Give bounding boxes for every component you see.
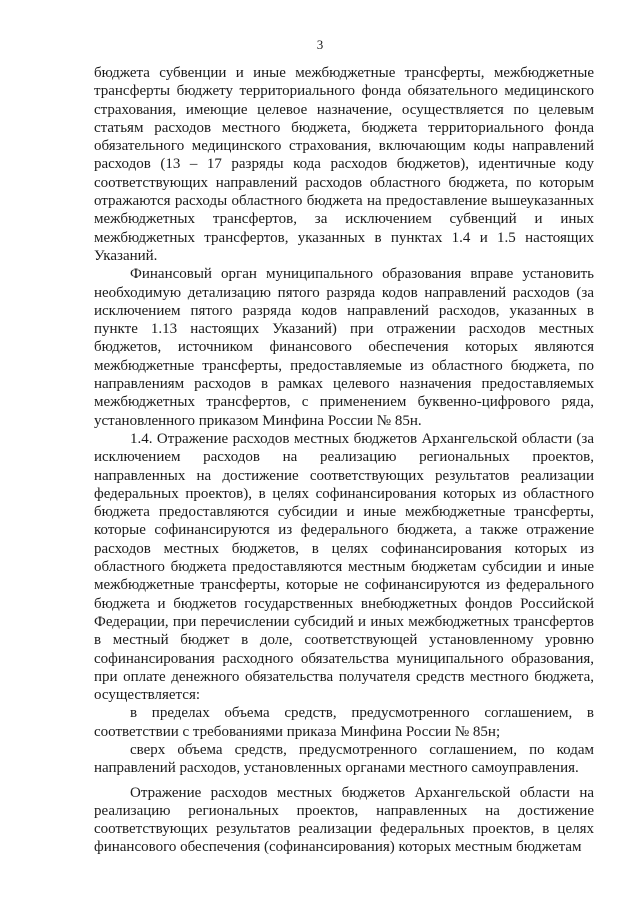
paragraph-continuation: бюджета субвенции и иные межбюджетные трансферты, межбюджетные трансферты бюджету территориального фонда обязательного медицинского страхования, имеющие целевое назначение, осуществляется по целевым статьям расходов местного бюджета, бюджета территориального фонда обязательного медицинского страхования, включающим коды направлений расходов (13 – 17 разряды кода расходов бюджетов), идентичные коду соответствующих направлений расходов областного бюджета, по которым отражаются расходы областного бюджета на предоставление вышеуказанных межбюджетных трансфертов, за исключением субвенций и иных межбюджетных трансфертов, указанных в пунктах 1.4 и 1.5 настоящих Указаний. bbox=[94, 65, 594, 264]
paragraph-within-limits: в пределах объема средств, предусмотренного соглашением, в соответствии с требованиями приказа Минфина России № 85н; bbox=[94, 705, 594, 740]
page-number: 3 bbox=[316, 37, 324, 52]
paragraph-financial-body: Финансовый орган муниципального образования вправе установить необходимую детализацию пятого разряда кодов направлений расходов (за исключением пятого разряда кодов направлений расходов, указанных в пункте 1.13 настоящих Указаний) при отражении расходов местных бюджетов, источником финансового обеспечения которых являются межбюджетные трансферты, предоставляемые из областного бюджета, по направлениям расходов в рамках целевого назначения предоставляемых межбюджетных трансфертов, с применением буквенно-цифрового ряда, установленного приказом Минфина России № 85н. bbox=[94, 266, 594, 429]
document-body bbox=[94, 64, 594, 857]
paragraph-above-limits: сверх объема средств, предусмотренного соглашением, по кодам направлений расходов, установленных органами местного самоуправления. bbox=[94, 741, 594, 777]
paragraph-regional-projects: Отражение расходов местных бюджетов Архангельской области на реализацию региональных проектов, направленных на достижение соответствующих результатов реализации федеральных проектов, в целях финансового обеспечения (софинансирования) которых местным бюджетам bbox=[94, 784, 594, 856]
paragraph-item-1-4: 1.4. Отражение расходов местных бюджетов Архангельской области (за исключением расходов на реализацию региональных проектов, направленных на достижение соответствующих результатов реализации федеральных проектов), в целях софинансирования которых из областного бюджета предоставляются субсидии и иные межбюджетные трансферты, которые софинансируются из федерального бюджета, а также отражение расходов местных бюджетов, в целях софинансирования которых из областного бюджета предоставляются местным бюджетам субсидии и иные межбюджетные трансферты, которые не софинансируются из федерального бюджета и бюджетов государственных внебюджетных фондов Российской Федерации, при перечислении субсидий и иных межбюджетных трансфертов в местный бюджет в доле, соответствующей установленному уровню софинансирования расходного обязательства муниципального образования, при оплате денежного обязательства получателя средств местного бюджета, осуществляется: bbox=[94, 430, 594, 704]
